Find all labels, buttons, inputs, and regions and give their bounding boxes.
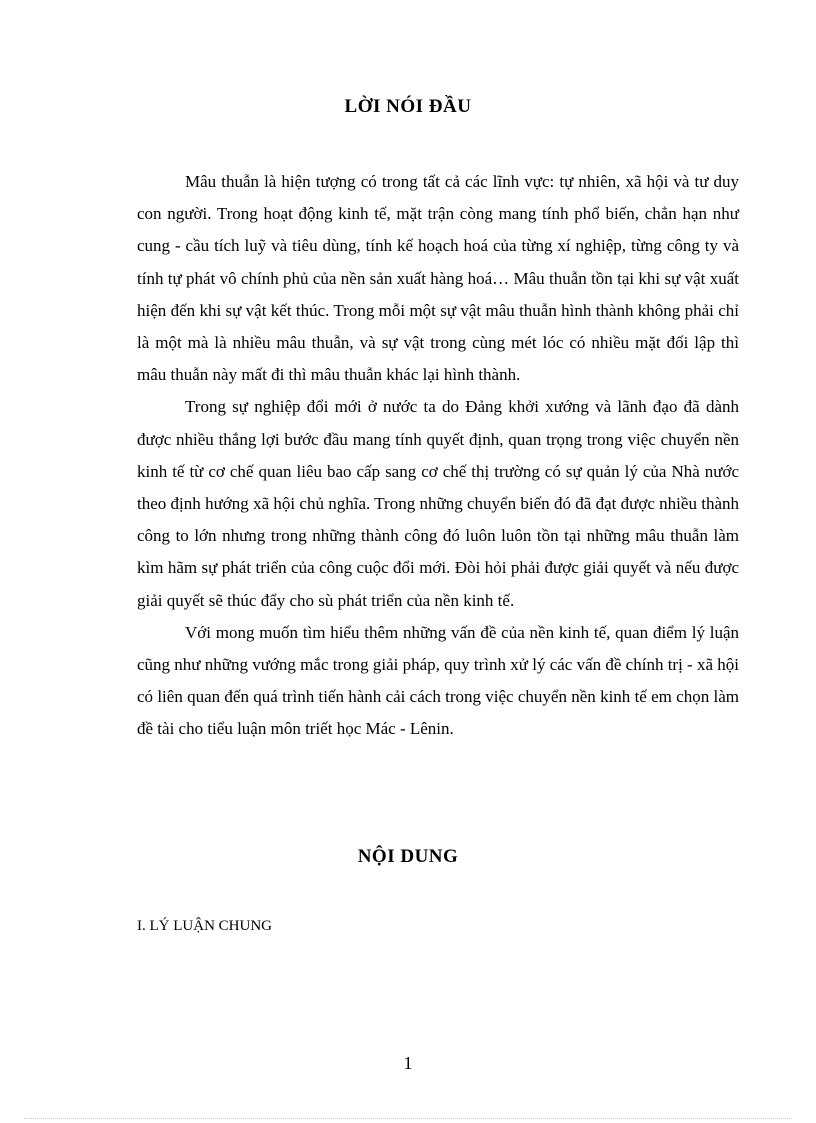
- section-heading: I. LÝ LUẬN CHUNG: [137, 918, 272, 934]
- section-title: NỘI DUNG: [357, 846, 459, 867]
- page-number: 1: [403, 1053, 413, 1073]
- paragraph-1: Mâu thuẫn là hiện tượng có trong tất cả các lĩnh vực: tự nhiên, xã hội và tư duy con người. Trong hoạt động kinh tế, mặt trận còng mang tính phổ biến, chẳn hạn như cung - cầu tích luỹ và tiêu dùng, tính kế hoạch hoá của từng xí nghiệp, từng công ty và tính tự phát vô chính phủ của nền sản xuất hàng hoá… Mâu thuẫn tồn tại khi sự vật xuất hiện đến khi sự vật kết thúc. Trong mỗi một sự vật mâu thuẫn hình thành không phải chỉ là một mà là nhiều mâu thuẫn, và sự vật trong cùng mét lóc có nhiều mặt đối lập thì mâu thuẫn này mất đi thì mâu thuẫn khác lại hình thành.: [137, 172, 739, 385]
- paragraph-3: Với mong muốn tìm hiểu thêm những vấn đề của nền kinh tế, quan điểm lý luận cũng như những vướng mắc trong giải pháp, quy trình xử lý các vấn đề chính trị - xã hội có liên quan đến quá trình tiến hành cải cách trong việc chuyển nền kinh tế em chọn làm đề tài cho tiểu luận môn triết học Mác - Lênin.: [137, 622, 739, 739]
- paragraph-2: Trong sự nghiệp đổi mới ở nước ta do Đảng khởi xướng và lãnh đạo đã dành được nhiều thắng lợi bước đầu mang tính quyết định, quan trọng trong việc chuyển nền kinh tế từ cơ chế quan liêu bao cấp sang cơ chế thị trường có sự quản lý của Nhà nước theo định hướng xã hội chủ nghĩa. Trong những chuyển biến đó đã đạt được nhiều thành công to lớn nhưng trong những thành công đó luôn luôn tồn tại những mâu thuẫn làm kìm hãm sự phát triển của công cuộc đổi mới. Đòi hỏi phải được giải quyết và nếu được giải quyết sẽ thúc đẩy cho sù phát triển của nền kinh tế.: [137, 397, 739, 610]
- page-divider: [24, 1118, 792, 1119]
- page-title: LỜI NÓI ĐẦU: [344, 96, 472, 117]
- body-text: [137, 166, 739, 746]
